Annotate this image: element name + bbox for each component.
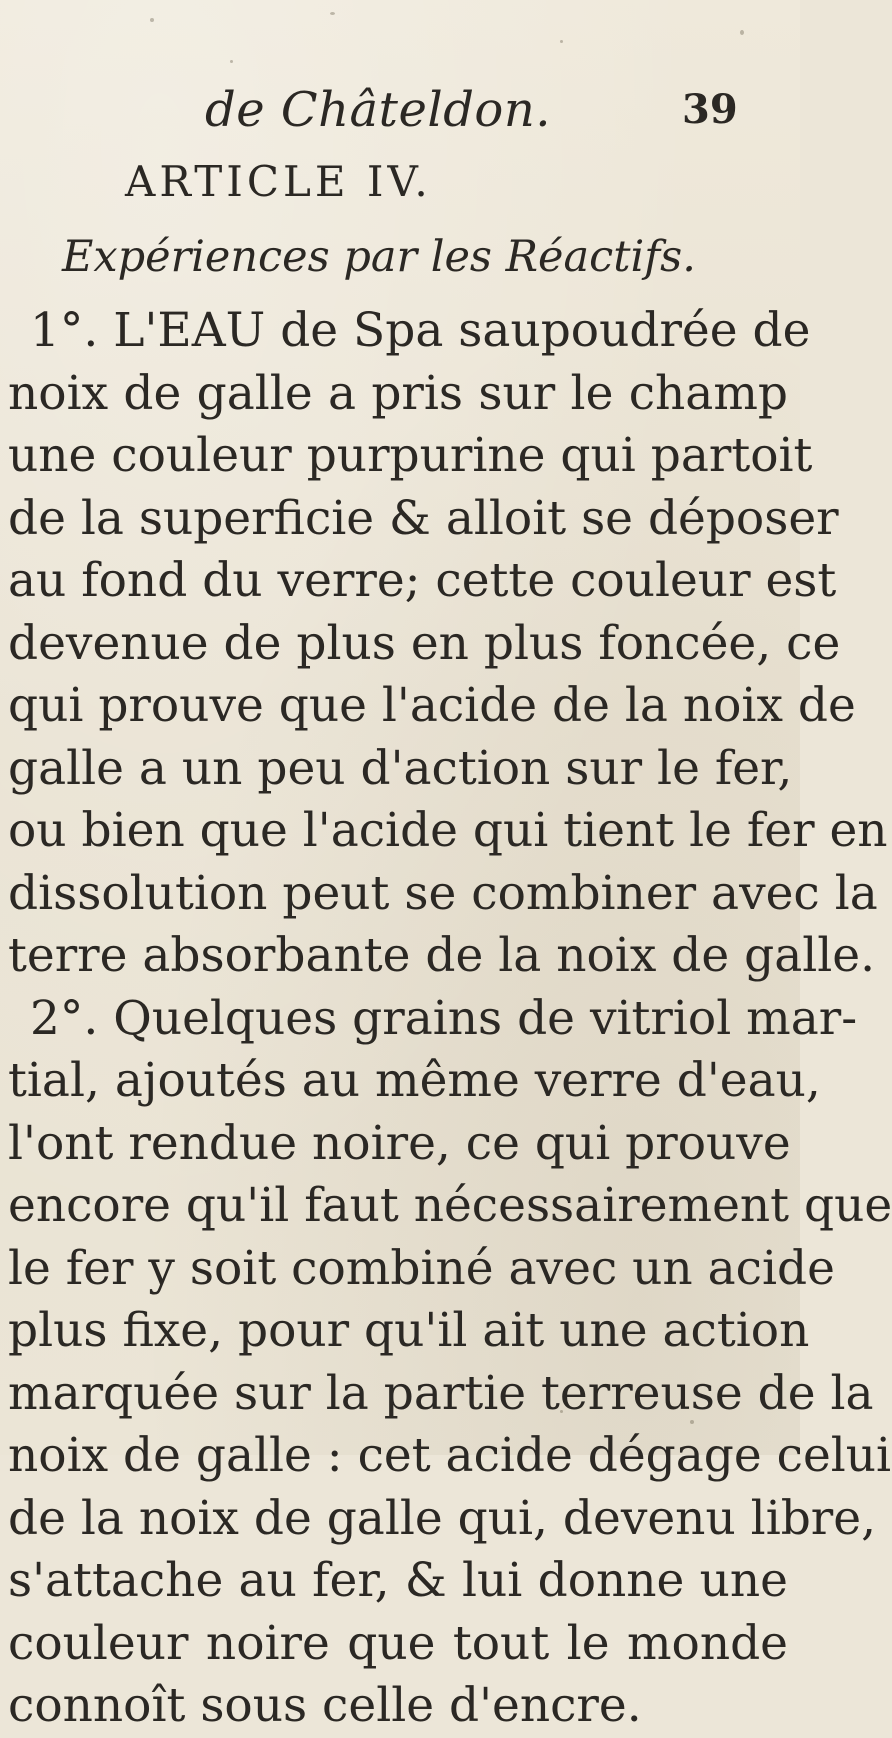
text-line: ou bien que l'acide qui tient le fer en [8,803,888,858]
text-line: galle a un peu d'action sur le fer, [8,740,793,796]
paper-speck [740,30,744,35]
text-line: de la superficie & alloit se déposer [8,490,839,546]
text-line: encore qu'il faut nécessairement que [8,1178,892,1233]
text-line: qui prouve que l'acide de la noix de [8,678,856,733]
text-line: le fer y soit combiné avec un acide [8,1240,835,1296]
text-line: dissolution peut se combiner avec la [8,865,878,921]
paper-speck [330,12,335,15]
text-line: s'attache au fer, & lui donne une [8,1553,788,1608]
text-line: noix de galle : cet acide dégage celui [8,1428,892,1483]
text-line: l'ont rendue noire, ce qui prouve [8,1115,791,1171]
article-heading: ARTICLE IV. [125,157,432,206]
text-line: noix de galle a pris sur le champ [8,365,788,421]
body-text [8,300,892,1738]
page-number: 39 [682,86,738,133]
text-line: connoît sous celle d'encre. [8,1678,642,1733]
text-line: de la noix de galle qui, devenu libre, [8,1490,877,1546]
text-line: devenue de plus en plus foncée, ce [8,615,841,671]
text-line: plus fixe, pour qu'il ait une action [8,1303,810,1358]
text-line: tial, ajoutés au même verre d'eau, [8,1053,821,1108]
text-line: terre absorbante de la noix de galle. [8,928,876,983]
paper-speck [230,60,233,63]
paper-speck [560,40,563,43]
article-subheading: Expériences par les Réactifs. [62,232,696,282]
text-line: couleur noire que tout le monde [8,1615,788,1671]
text-line: 2°. Quelques grains de vitriol mar- [30,990,858,1046]
running-head: de Châteldon. [205,82,551,138]
text-line: au fond du verre; cette couleur est [8,553,837,608]
text-line: 1°. L'EAU de Spa saupoudrée de [30,303,811,358]
text-line: une couleur purpurine qui partoit [8,428,813,483]
paper-speck [150,18,154,22]
text-line: marquée sur la partie terreuse de la [8,1365,874,1421]
